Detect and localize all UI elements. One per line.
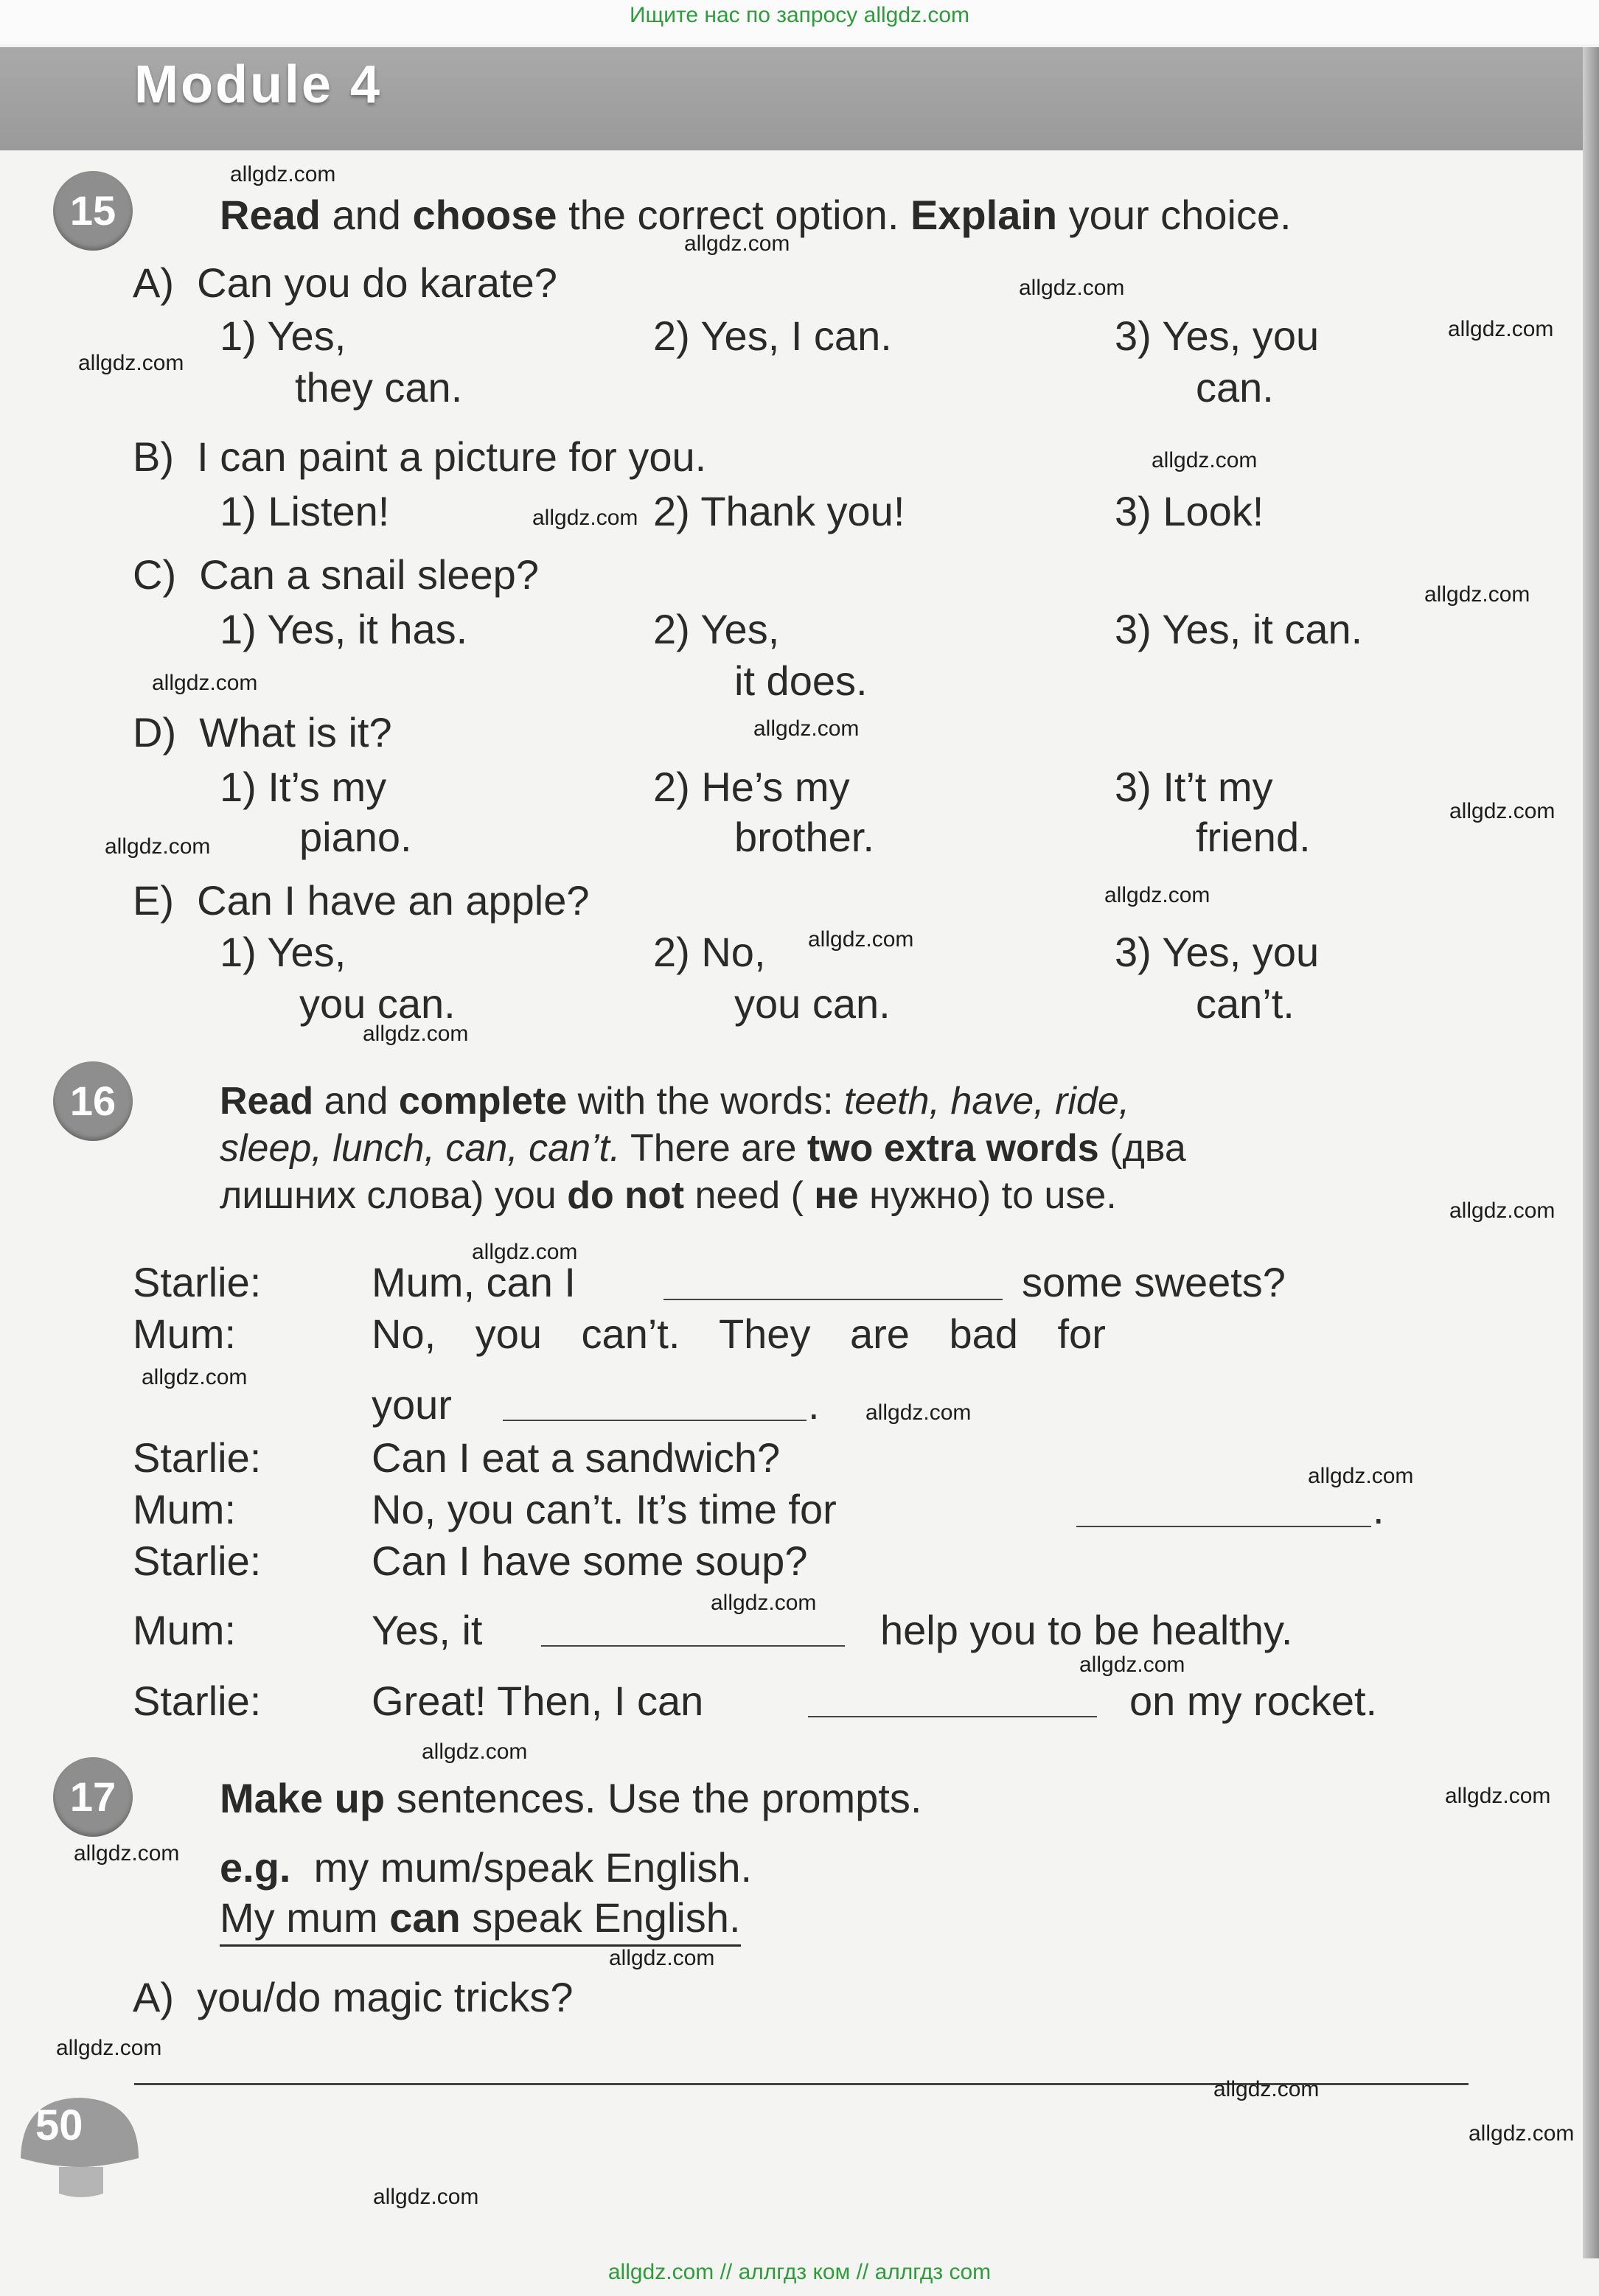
ex17-item-a: A) you/do magic tricks? [133, 1974, 574, 2020]
dialogue-line-2-dot: . [808, 1381, 820, 1428]
watermark: allgdz.com [56, 2036, 162, 2060]
dialogue-line-7-end: on my rocket. [1129, 1678, 1378, 1724]
watermark: allgdz.com [1449, 1198, 1556, 1223]
ex15-c-option-3: 3) Yes, it can. [1115, 606, 1363, 652]
dialogue-speaker-3: Starlie: [133, 1434, 262, 1481]
dialogue-line-7: Great! Then, I can [372, 1678, 704, 1724]
dialogue-speaker-2: Mum: [133, 1311, 236, 1357]
dialogue-line-6-end: help you to be healthy. [880, 1607, 1293, 1653]
ex15-e-option-3-cont: can’t. [1196, 980, 1295, 1027]
watermark: allgdz.com [1213, 2077, 1320, 2101]
dialogue-line-2-cont: your [372, 1381, 452, 1428]
watermark: allgdz.com [105, 834, 211, 859]
watermark: allgdz.com [1079, 1653, 1185, 1677]
watermark: allgdz.com [1449, 799, 1556, 823]
ex15-question-d: D) What is it? [133, 709, 392, 756]
exercise-17-number: 17 [53, 1757, 133, 1837]
exercise-16-instruction-line2: sleep, lunch, can, can’t. There are two extra words (два [220, 1127, 1186, 1170]
watermark: allgdz.com [472, 1240, 578, 1264]
answer-blank-3[interactable] [1076, 1526, 1371, 1527]
exercise-16-number: 16 [53, 1061, 133, 1141]
book-spine [1583, 47, 1599, 2258]
watermark: allgdz.com [74, 1841, 180, 1866]
dialogue-line-3: Can I eat a sandwich? [372, 1434, 781, 1481]
watermark: allgdz.com [1152, 448, 1258, 472]
ex15-d-option-1: 1) It’s my [220, 764, 387, 810]
dialogue-line-2: No, you can’t. They are bad for [372, 1311, 1106, 1357]
ex15-d-option-2: 2) He’s my [653, 764, 850, 810]
dialogue-speaker-7: Starlie: [133, 1678, 262, 1724]
ex15-question-e: E) Can I have an apple? [133, 877, 590, 924]
ex15-d-option-3-cont: friend. [1196, 814, 1311, 860]
ex15-c-option-2-cont: it does. [734, 657, 868, 704]
exercise-15-instruction: Read and choose the correct option. Explain your choice. [220, 192, 1292, 238]
ex15-d-option-1-cont: piano. [299, 814, 412, 860]
ex15-a-option-2: 2) Yes, I can. [653, 313, 892, 359]
page-number: 50 [35, 2101, 83, 2149]
dialogue-line-5: Can I have some soup? [372, 1538, 808, 1584]
watermark: allgdz.com [78, 351, 184, 375]
watermark: allgdz.com [152, 671, 258, 695]
site-footer-links[interactable]: allgdz.com // аллгдз ком // аллгдз com [607, 2260, 992, 2284]
watermark: allgdz.com [1019, 276, 1125, 300]
watermark: allgdz.com [422, 1740, 528, 1764]
ex15-e-option-2-cont: you can. [734, 980, 891, 1027]
site-search-link[interactable]: Ищите нас по запросу allgdz.com [629, 3, 970, 27]
dialogue-line-1: Mum, can I [372, 1259, 576, 1305]
ex15-c-option-2: 2) Yes, [653, 606, 780, 652]
watermark: allgdz.com [532, 506, 638, 530]
ex15-question-c: C) Can a snail sleep? [133, 551, 539, 598]
dialogue-speaker-1: Starlie: [133, 1259, 262, 1305]
watermark: allgdz.com [230, 162, 336, 186]
dialogue-speaker-4: Mum: [133, 1486, 236, 1532]
dialogue-line-4: No, you can’t. It’s time for [372, 1486, 837, 1532]
watermark: allgdz.com [1424, 582, 1530, 607]
exercise-17-instruction: Make up sentences. Use the prompts. [220, 1775, 922, 1821]
ex15-e-option-1-cont: you can. [299, 980, 456, 1027]
dialogue-line-4-dot: . [1373, 1486, 1384, 1532]
watermark: allgdz.com [684, 231, 790, 256]
ex15-a-option-3-cont: can. [1196, 364, 1274, 411]
watermark: allgdz.com [1445, 1784, 1551, 1808]
ex15-question-a: A) Can you do karate? [133, 259, 557, 306]
exercise-16-instruction-line3: лишних слова) you do not need ( не нужно) to use. [220, 1174, 1117, 1217]
ex15-question-b: B) I can paint a picture for you. [133, 433, 707, 480]
ex15-a-option-1-cont: they can. [295, 364, 463, 411]
ex15-a-option-1: 1) Yes, [220, 313, 346, 359]
watermark: allgdz.com [711, 1591, 817, 1615]
answer-blank-2[interactable] [503, 1420, 807, 1421]
ex15-d-option-2-cont: brother. [734, 814, 874, 860]
answer-blank-5[interactable] [808, 1716, 1097, 1717]
dialogue-line-1-end: some sweets? [1022, 1259, 1286, 1305]
dialogue-speaker-6: Mum: [133, 1607, 236, 1653]
watermark: allgdz.com [363, 1022, 469, 1046]
ex15-a-option-3: 3) Yes, you [1115, 313, 1320, 359]
answer-blank-1[interactable] [663, 1299, 1003, 1300]
ex15-b-option-3: 3) Look! [1115, 488, 1264, 534]
watermark: allgdz.com [373, 2185, 479, 2209]
ex15-c-option-1: 1) Yes, it has. [220, 606, 468, 652]
ex15-d-option-3: 3) It’t my [1115, 764, 1273, 810]
watermark: allgdz.com [1308, 1464, 1414, 1488]
ex15-b-option-1: 1) Listen! [220, 488, 390, 534]
answer-blank-4[interactable] [541, 1645, 845, 1647]
module-title: Module 4 [134, 55, 383, 114]
exercise-15-number: 15 [53, 171, 133, 251]
watermark: allgdz.com [609, 1946, 715, 1970]
watermark: allgdz.com [142, 1365, 248, 1389]
watermark: allgdz.com [1448, 317, 1554, 341]
watermark: allgdz.com [1469, 2121, 1575, 2146]
ex15-e-option-1: 1) Yes, [220, 929, 346, 975]
watermark: allgdz.com [808, 927, 914, 952]
dialogue-line-6: Yes, it [372, 1607, 483, 1653]
watermark: allgdz.com [865, 1400, 972, 1425]
example-answer: My mum can speak English. [220, 1897, 741, 1947]
ex15-b-option-2: 2) Thank you! [653, 488, 905, 534]
exercise-16-instruction-line1: Read and complete with the words: teeth, have, ride, [220, 1080, 1130, 1123]
example-prompt: e.g. my mum/speak English. [220, 1844, 753, 1891]
dialogue-speaker-5: Starlie: [133, 1538, 262, 1584]
ex15-e-option-3: 3) Yes, you [1115, 929, 1320, 975]
ex15-e-option-2: 2) No, [653, 929, 766, 975]
watermark: allgdz.com [1104, 883, 1210, 907]
watermark: allgdz.com [753, 716, 860, 741]
